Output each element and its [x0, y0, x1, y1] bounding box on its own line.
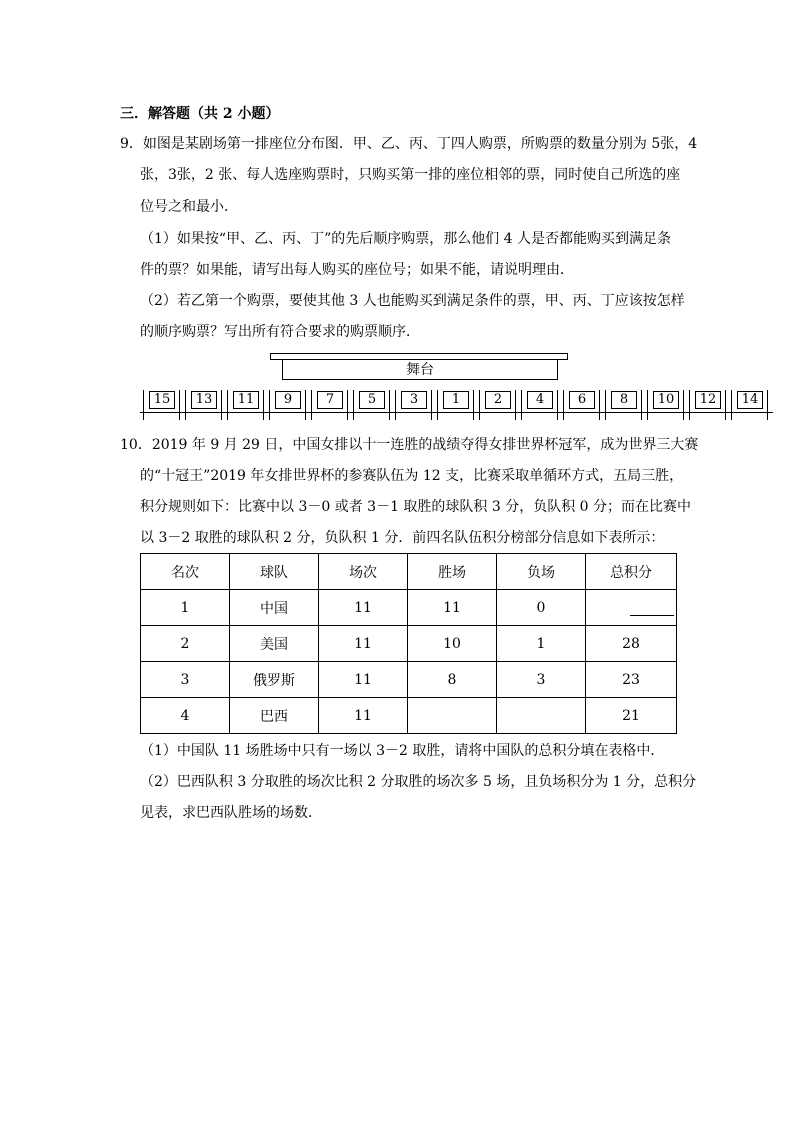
table-cell: 11	[319, 590, 408, 626]
q10-text-line-1: 10．2019 年 9 月 29 日，中国女排以十一连胜的战绩夺得女排世界杯冠军，成为世界三大赛	[120, 437, 699, 453]
seat-number: 14	[737, 391, 763, 409]
table-cell: 4	[141, 698, 230, 734]
seat-box	[310, 390, 346, 412]
q9-text-line-2: 张，3张，2 张、每人选座购票时，只购买第一排的座位相邻的票，同时使自己所选的座	[140, 167, 681, 183]
table-cell: 11	[319, 698, 408, 734]
seat-box	[646, 390, 682, 412]
header-cell: 负场	[497, 554, 586, 590]
table-cell: 11	[319, 626, 408, 662]
seat-number: 2	[485, 391, 511, 409]
seat-number: 4	[527, 391, 553, 409]
answer-blank-cell[interactable]	[586, 590, 677, 626]
q10-text-line-3: 积分规则如下：比赛中以 3－0 或者 3－1 取胜的球队积 3 分，负队积 0 分；而在比赛中	[140, 499, 692, 515]
seat-box	[562, 390, 598, 412]
q9-text-line-3: 位号之和最小．	[140, 199, 238, 215]
q10-text-line-4: 以 3－2 取胜的球队积 2 分，负队积 1 分．前四名队伍积分榜部分信息如下表所示：	[140, 530, 665, 546]
table-cell: 巴西	[230, 698, 319, 734]
seat-number: 12	[695, 391, 721, 409]
seat-number: 11	[233, 391, 259, 409]
table-row	[141, 662, 677, 698]
q10-part2-line-1: （2）巴西队积 3 分取胜的场次比积 2 分取胜的场次多 5 场，且负场积分为 1 分，总积分	[140, 774, 697, 790]
seat-box	[184, 390, 220, 412]
seat-number: 5	[359, 391, 385, 409]
seat-box	[688, 390, 724, 412]
table-cell: 0	[497, 590, 586, 626]
seat-number: 8	[611, 391, 637, 409]
table-cell: 28	[586, 626, 677, 662]
table-cell: 1	[141, 590, 230, 626]
table-row	[141, 590, 677, 626]
seat-box	[478, 390, 514, 412]
table-cell	[408, 698, 497, 734]
table-cell: 中国	[230, 590, 319, 626]
seat-box	[520, 390, 556, 412]
q9-part2-line-1: （2）若乙第一个购票，要使其他 3 人也能购买到满足条件的票，甲、丙、丁应该按怎样	[140, 293, 685, 309]
stage-edge	[270, 353, 568, 360]
table-cell: 8	[408, 662, 497, 698]
header-cell: 胜场	[408, 554, 497, 590]
q10-part1: （1）中国队 11 场胜场中只有一场以 3－2 取胜，请将中国队的总积分填在表格中．	[140, 743, 665, 759]
q9-part2-line-2: 的顺序购票？写出所有符合要求的购票顺序．	[140, 324, 420, 340]
seat-box	[394, 390, 430, 412]
table-row	[141, 626, 677, 662]
table-cell: 3	[497, 662, 586, 698]
seat-box	[436, 390, 472, 412]
answer-blank[interactable]	[630, 601, 674, 616]
table-cell: 3	[141, 662, 230, 698]
seat-box	[268, 390, 304, 412]
table-cell: 23	[586, 662, 677, 698]
header-cell: 总积分	[586, 554, 677, 590]
table-cell: 美国	[230, 626, 319, 662]
q10-part2-line-2: 见表，求巴西队胜场的场数．	[140, 805, 322, 821]
seat-box	[142, 390, 178, 412]
table-cell: 21	[586, 698, 677, 734]
seat-number: 7	[317, 391, 343, 409]
seat-box	[226, 390, 262, 412]
seat-number: 15	[149, 391, 175, 409]
table-cell: 11	[408, 590, 497, 626]
stage-label: 舞台	[282, 360, 558, 380]
section-title: 三．解答题（共 2 小题）	[120, 106, 280, 122]
seat-number: 6	[569, 391, 595, 409]
seat-box	[730, 390, 766, 412]
table-cell: 11	[319, 662, 408, 698]
table-cell: 俄罗斯	[230, 662, 319, 698]
seat-number: 10	[653, 391, 679, 409]
q9-part1-line-2: 件的票？如果能，请写出每人购买的座位号；如果不能，请说明理由．	[140, 262, 574, 278]
table-cell: 10	[408, 626, 497, 662]
seat-row-baseline	[140, 412, 773, 413]
seat-number: 13	[191, 391, 217, 409]
header-cell: 名次	[141, 554, 230, 590]
seat-number: 9	[275, 391, 301, 409]
header-cell: 球队	[230, 554, 319, 590]
q10-text-line-2: 的“十冠王”2019 年女排世界杯的参赛队伍为 12 支，比赛采取单循环方式，五局三胜，	[140, 468, 684, 484]
standings-table	[140, 553, 677, 734]
header-cell: 场次	[319, 554, 408, 590]
table-cell: 1	[497, 626, 586, 662]
seat-box	[604, 390, 640, 412]
table-row	[141, 698, 677, 734]
q9-text-line-1: 9．如图是某剧场第一排座位分布图．甲、乙、丙、丁四人购票，所购票的数量分别为 5张，4	[120, 136, 698, 152]
table-cell	[497, 698, 586, 734]
seat-row-diagram	[140, 390, 773, 422]
q9-part1-line-1: （1）如果按“甲、乙、丙、丁”的先后顺序购票，那么他们 4 人是否都能购买到满足条	[140, 231, 672, 247]
seat-number: 3	[401, 391, 427, 409]
seat-box	[352, 390, 388, 412]
seat-number: 1	[443, 391, 469, 409]
table-header-row	[141, 554, 677, 590]
table-cell: 2	[141, 626, 230, 662]
